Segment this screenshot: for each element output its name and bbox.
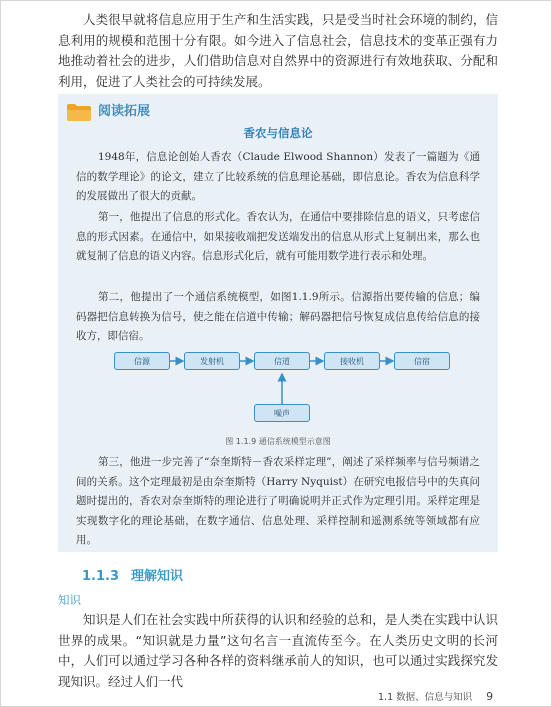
intro-paragraph: 人类很早就将信息应用于生产和生活实践，只是受当时社会环境的制约，信息利用的规模和范围十分有限。如今进入了信息社会，信息技术的变革正强有力地推动着社会的进步，人们借助信息对自然界中的资源进行有效地获取、分配和利用，促进了人类社会的可持续发展。 [58,12,498,89]
box-paragraph: 第二，他提出了一个通信系统模型，如图1.1.9所示。信源指出要传输的信息；编码器把信息转换为信号，使之能在信道中传输；解码器把信号恢复成信息传给信息的接收方，即信宿。 [76,291,480,342]
knowledge-paragraph: 知识是人们在社会实践中所获得的认识和经验的总和，是人类在实践中认识世界的成果。“知识就是力量”这句名言一直流传至今。在人类历史文明的长河中，人们可以通过学习各种各样的资料继承前人的知识，也可以通过实践探究发现知识。经过人们一代 [58,612,498,689]
node-receiver: 接收机 [324,352,380,370]
communication-model-diagram [114,352,454,422]
box-header-title: 阅读拓展 [98,104,151,119]
box-paragraph: 第三，他进一步完善了“奈奎斯特－香农采样定理”，阐述了采样频率与信号频谱之间的关系。这个定理最初是由奈奎斯特（Harry Nyquist）在研究电报信号中的失真问题时提出的，香农对奈奎斯特的理论进行了明确说明并正式作为定理引用。采样定理是实现数字化的理论基础，在数字通信、信息处理、采样控制和遥测系统等领域都有应用。 [76,456,480,546]
section-number: 1.1.3 [82,569,120,584]
page-footer [378,690,493,705]
box-paragraph: 第一，他提出了信息的形式化。香农认为，在通信中要排除信息的语义，只考虑信息的形式因素。在通信中，如果接收端把发送端发出的信息从形式上复制出来，那么也就复制了信息的语义内容。信息形式化后，就有可能用数学进行表示和处理。 [76,211,480,262]
section-heading [82,567,183,587]
figure-caption: 图 1.1.9 通信系统模型示意图 [225,437,331,446]
page-number: 9 [486,690,494,703]
section-title: 理解知识 [131,569,184,584]
node-noise: 噪声 [254,404,310,422]
subsection-heading: 知识 [58,593,81,607]
folder-icon [66,102,92,122]
node-channel: 信道 [254,352,310,370]
footer-section-label: 1.1 数据、信息与知识 [378,692,473,703]
node-transmitter: 发射机 [184,352,240,370]
node-destination: 信宿 [394,352,450,370]
box-paragraph: 1948年，信息论创始人香农（Claude Elwood Shannon）发表了一篇题为《通信的数学理论》的论文，建立了比较系统的信息理论基础，即信息论。香农为信息科学的发展做出了很大的贡献。 [76,151,480,202]
node-source: 信源 [114,352,170,370]
reading-extension-box [58,94,498,552]
box-subtitle: 香农与信息论 [243,126,313,140]
